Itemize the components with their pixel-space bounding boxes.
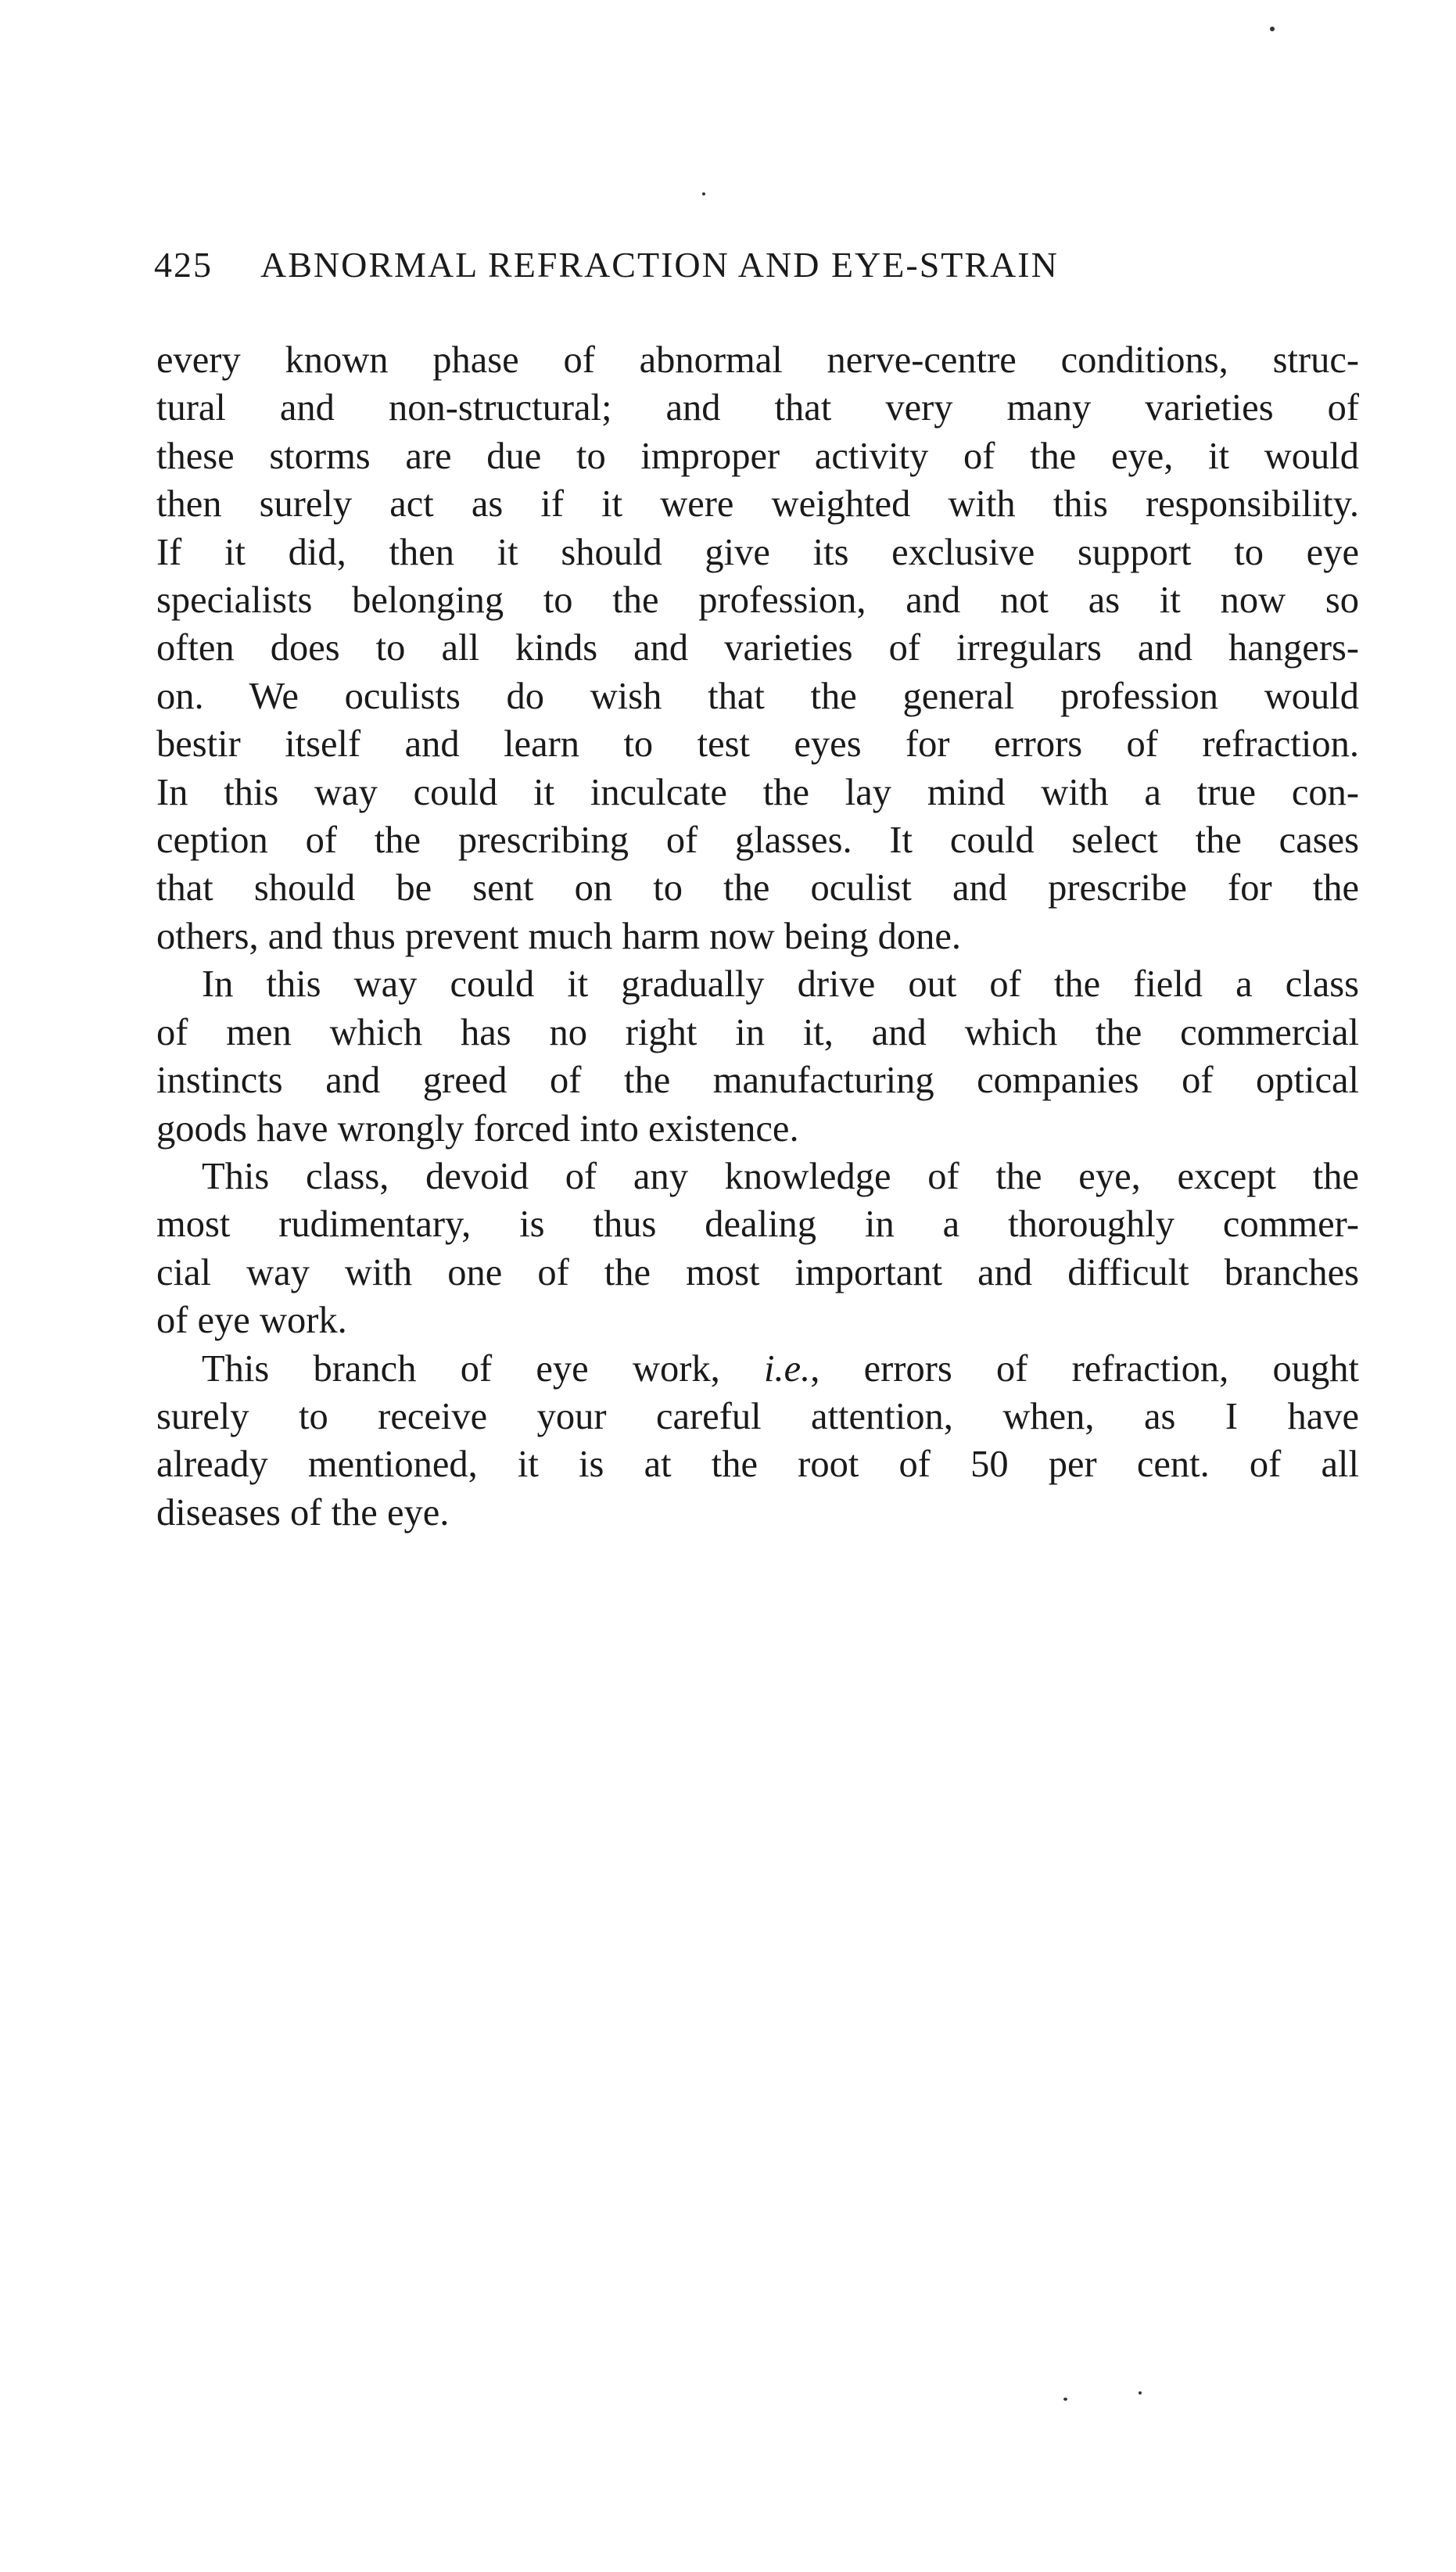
- text-line: most rudimentary, is thus dealing in a thoroughly commer-: [156, 1203, 1359, 1246]
- italic-abbreviation: i.e.: [763, 1347, 811, 1390]
- text-line: these storms are due to improper activity of the eye, it would: [156, 435, 1359, 477]
- page-header: [154, 244, 1343, 299]
- text-line: of men which has no right in it, and which the commercial: [156, 1011, 1359, 1053]
- paragraph: [156, 336, 1359, 960]
- text-line: others, and thus prevent much harm now being done.: [156, 915, 962, 957]
- paragraph: [156, 1153, 1359, 1345]
- text-line: This class, devoid of any knowledge of the eye, except the: [202, 1155, 1359, 1197]
- text-line: bestir itself and learn to test eyes for errors of refraction.: [156, 723, 1359, 766]
- paragraph: [156, 1345, 1359, 1537]
- text-line: of eye work.: [156, 1300, 347, 1342]
- text-line: tural and non-structural; and that very many varieties of: [156, 387, 1359, 429]
- text-line: surely to receive your careful attention, when, as I have: [156, 1395, 1359, 1437]
- text-line: goods have wrongly forced into existence.: [156, 1107, 799, 1150]
- text-line: In this way could it inculcate the lay mind with a true con-: [156, 771, 1359, 813]
- text-line: In this way could it gradually drive out of the field a class: [202, 963, 1359, 1006]
- text-line: instincts and greed of the manufacturing companies of optical: [156, 1060, 1359, 1102]
- running-head: ABNORMAL REFRACTION AND EYE-STRAIN: [260, 245, 1059, 285]
- text-line: that should be sent on to the oculist and prescribe for the: [156, 867, 1359, 909]
- text-line: ception of the prescribing of glasses. It could select the cases: [156, 820, 1359, 862]
- scan-speck: [1139, 2391, 1142, 2394]
- text-line: already mentioned, it is at the root of 50 per cent. of all: [156, 1444, 1359, 1486]
- text-line: If it did, then it should give its exclusive support to eye: [156, 531, 1359, 573]
- text-line: every known phase of abnormal nerve-centre conditions, struc-: [156, 339, 1359, 381]
- scan-speck: [702, 192, 705, 196]
- text-line: then surely act as if it were weighted with this responsibility.: [156, 483, 1359, 526]
- text-line: diseases of the eye.: [156, 1491, 450, 1534]
- text-line: often does to all kinds and varieties of irregulars and hangers-: [156, 627, 1359, 669]
- text-line: cial way with one of the most important and difficult branches: [156, 1251, 1359, 1293]
- text-line: on. We oculists do wish that the general profession would: [156, 675, 1359, 717]
- paragraph: [156, 960, 1359, 1153]
- text-line: specialists belonging to the profession, and not as it now so: [156, 579, 1359, 622]
- scan-speck: [1063, 2398, 1067, 2401]
- page-number: 425: [154, 245, 213, 285]
- scan-speck: [1270, 27, 1275, 31]
- body-text: [156, 336, 1359, 1537]
- text-line: This branch of eye work, i.e., errors of refraction, ought: [202, 1347, 1359, 1390]
